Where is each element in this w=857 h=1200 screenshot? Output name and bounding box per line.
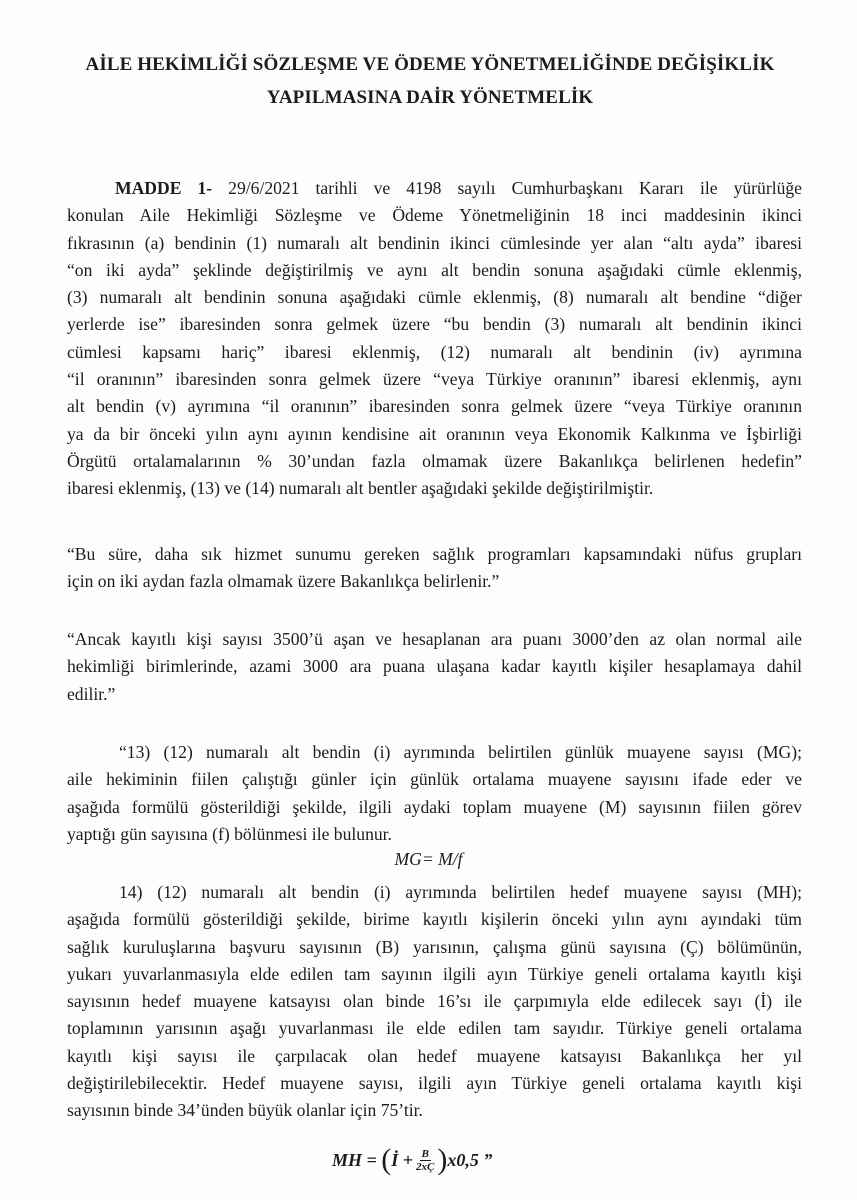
text-line: değiştirilebilecektir. Hedef muayene sayısı, ilgili ayın Türkiye geneli ortalama kayıtlı kişi: [67, 1073, 802, 1094]
text-line: yukarı yuvarlanmasıyla elde edilen tam sayının ilgili ayın Türkiye geneli ortalama kayıtlı kişi: [67, 963, 802, 984]
title-line-2: YAPILMASINA DAİR YÖNETMELİK: [266, 87, 594, 108]
text-line: ibaresi eklenmiş, (13) ve (14) numaralı alt bentler aşağıdaki şekilde değiştirilmiştir.: [67, 478, 654, 499]
text-line: edilir.”: [67, 683, 116, 704]
formula-mh: [332, 1134, 572, 1186]
text-line: “Ancak kayıtlı kişi sayısı 3500’ü aşan ve hesaplanan ara puanı 3000’den az olan normal aile: [67, 629, 802, 649]
text-line: “on iki ayda” şeklinde değiştirilmiş ve aynı alt bendin sonuna aşağıdaki cümle eklenmiş,: [67, 259, 802, 280]
text-line: yerlerde ise” ibaresinden sonra gelmek üzere “bu bendin (3) numaralı alt bendinin ikinci: [67, 314, 802, 335]
formula-tail: x0,5 ”: [447, 1149, 493, 1170]
text-line: (3) numaralı alt bendinin sonuna aşağıdaki cümle eklenmiş, (8) numaralı alt bendine “diğer: [67, 287, 802, 308]
paragraph-13: [67, 739, 802, 848]
document-title: [60, 48, 800, 114]
text-line: “il oranının” ibaresinden sonra gelmek üzere “veya Türkiye oranının” ibaresi eklenmiş, aynı: [67, 369, 802, 390]
text-line: alt bendin (v) ayrımına “il oranının” ibaresinden sonra gelmek üzere “veya Türkiye oranının: [67, 396, 802, 417]
fraction: [416, 1148, 434, 1173]
text-line: “Bu süre, daha sık hizmet sunumu gereken sağlık programları kapsamındaki nüfus grupları: [67, 544, 802, 564]
formula-lhs: MH =: [332, 1149, 377, 1170]
paragraph-14: [67, 879, 802, 1125]
fraction-numerator: B: [421, 1147, 429, 1160]
formula-mg: MG= M/f: [394, 849, 463, 869]
text-line: ya da bir önceki yılın aynı ayının kendisine ait oranının veya Ekonomik Kalkınma ve İşbirliği: [67, 423, 802, 444]
fraction-denominator: 2xÇ: [416, 1160, 435, 1173]
text-line: toplamının yarısının aşağı yuvarlanması ile elde edilen tam sayıdır. Türkiye geneli ortalama: [67, 1018, 802, 1039]
text-line: Örgütü ortalamalarının % 30’undan fazla olmamak üzere Bakanlıkça belirlenen hedefin”: [67, 450, 802, 471]
text-line: aşağıda formülü gösterildiği şekilde, birime kayıtlı kişilerin önceki yılın aynı ayındaki tüm: [67, 909, 802, 930]
text-line: cümlesi kapsamı hariç” ibaresi eklenmiş, (12) numaralı alt bendinin (iv) ayrımına: [67, 341, 802, 362]
paren-open: (: [381, 1143, 392, 1176]
text-line: fıkrasının (a) bendinin (1) numaralı alt bendinin ikinci cümlesinde yer alan “altı ayda” ibaresi: [67, 232, 802, 253]
formula-i: İ +: [391, 1149, 414, 1170]
text-line: sayısının binde 34’ünden büyük olanlar için 75’tir.: [67, 1100, 423, 1121]
madde-label: MADDE 1-: [115, 178, 213, 198]
text-line: aile hekiminin fiilen çalıştığı günler için günlük ortalama muayene sayısını ifade eder ve: [67, 769, 802, 790]
text-line: “13) (12) numaralı alt bendin (i) ayrımında belirtilen günlük muayene sayısı (MG);: [119, 742, 802, 762]
text-line: hekimliği birimlerinde, azami 3000 ara puana ulaşana kadar kayıtlı kişiler hesaplamaya dahil: [67, 656, 802, 677]
paren-close: ): [437, 1143, 448, 1176]
text-line: yaptığı gün sayısına (f) bölünmesi ile bulunur.: [67, 823, 392, 844]
text-line: aşağıda formülü gösterildiği şekilde, ilgili aydaki toplam muayene (M) sayısının fiilen görev: [67, 796, 802, 817]
text-line: için on iki aydan fazla olmamak üzere Bakanlıkça belirlenir.”: [67, 571, 500, 592]
text-line: sayısının hedef muayene katsayısı olan binde 16’sı ile çarpımıyla elde edilecek sayı (İ) ile: [67, 991, 802, 1012]
text-line: 14) (12) numaralı alt bendin (i) ayrımında belirtilen hedef muayene sayısı (MH);: [119, 882, 802, 902]
text-line: konulan Aile Hekimliği Sözleşme ve Ödeme Yönetmeliğinin 18 inci maddesinin ikinci: [67, 205, 802, 226]
title-line-1: AİLE HEKİMLİĞİ SÖZLEŞME VE ÖDEME YÖNETMELİĞİNDE DEĞİŞİKLİK: [85, 54, 775, 75]
quote-paragraph-2: [67, 626, 802, 708]
text-line: sağlık kuruluşlarına başvuru sayısının (B) yarısının, çalışma günü sayısına (Ç) bölümünün,: [67, 936, 802, 957]
paragraph-madde-1: [67, 175, 802, 503]
text-line: 29/6/2021 tarihli ve 4198 sayılı Cumhurbaşkanı Kararı ile yürürlüğe: [212, 178, 802, 198]
quote-paragraph-1: [67, 541, 802, 596]
text-line: kayıtlı kişi sayısı ile çarpılacak olan hedef muayene katsayısı Bakanlıkça her yıl: [67, 1045, 802, 1066]
